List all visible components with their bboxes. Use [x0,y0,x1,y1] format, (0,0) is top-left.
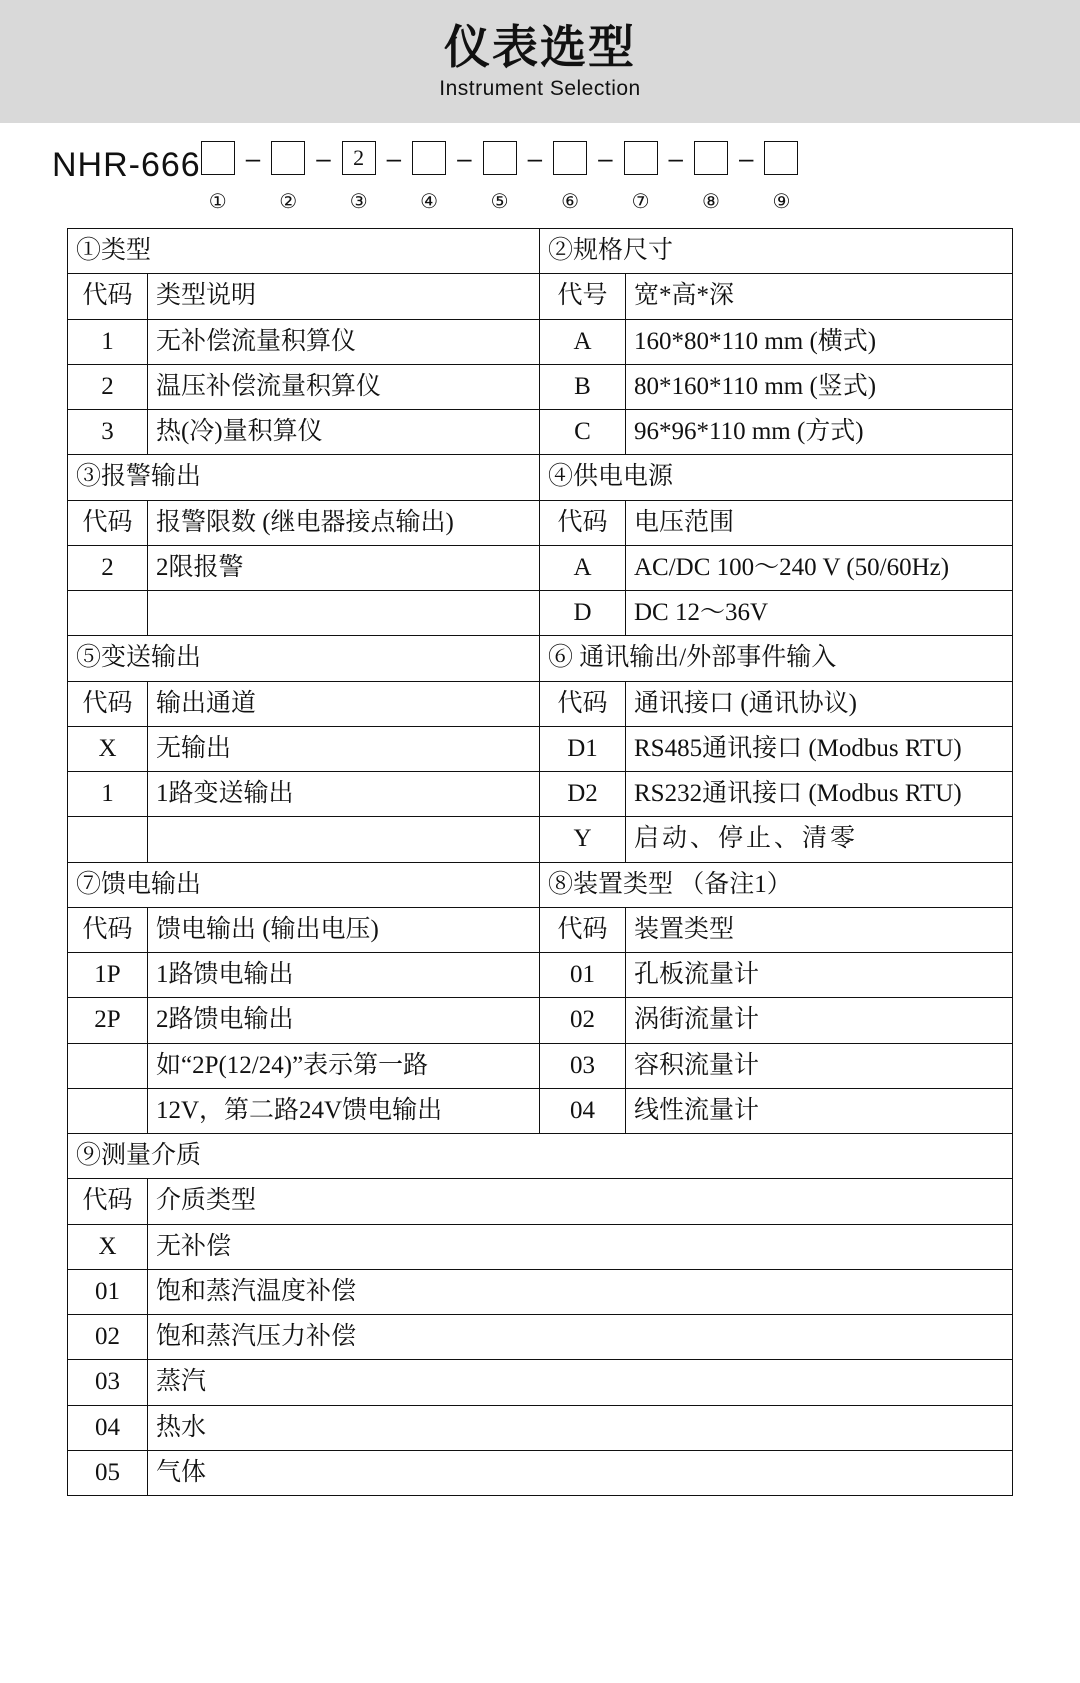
table-row [67,1315,1012,1360]
s1-col1-header: 代码 [67,274,147,319]
separator-4: – [457,143,472,173]
s4-desc: AC/DC 100～240 V (50/60Hz) [626,545,1013,590]
separator-6: – [598,143,613,173]
table-row [67,1088,1012,1133]
s3-code [67,591,147,636]
model-slot-2-index: ② [279,191,298,213]
table-row [67,1043,1012,1088]
s7-col1-header: 代码 [67,907,147,952]
s9-desc: 饱和蒸汽压力补偿 [147,1315,1012,1360]
s3-col2-header: 报警限数 (继电器接点输出) [147,500,539,545]
model-slot-7-box[interactable] [624,141,658,175]
page-subtitle: Instrument Selection [439,76,641,100]
s6-code: D2 [540,772,626,817]
s6-desc: RS232通讯接口 (Modbus RTU) [626,772,1013,817]
s4-col2-header: 电压范围 [626,500,1013,545]
table-row [67,726,1012,771]
table-row [67,500,1012,545]
s6-desc: 启动、停止、清零 [626,817,1013,862]
table-row [67,953,1012,998]
s7-desc: 2路馈电输出 [147,998,539,1043]
s1-desc: 温压补偿流量积算仪 [147,364,539,409]
section-title-8: ⑧装置类型 （备注1） [540,862,1013,907]
section-title-3: ③报警输出 [67,455,539,500]
s6-code: D1 [540,726,626,771]
separator-2: – [316,143,331,173]
s2-desc: 96*96*110 mm (方式) [626,410,1013,455]
s4-col1-header: 代码 [540,500,626,545]
section-title-7: ⑦馈电输出 [67,862,539,907]
s9-desc: 蒸汽 [147,1360,1012,1405]
s5-col2-header: 输出通道 [147,681,539,726]
s6-desc: RS485通讯接口 (Modbus RTU) [626,726,1013,771]
s9-code: 05 [67,1450,147,1495]
table-row [67,591,1012,636]
s3-desc [147,591,539,636]
table-row [67,1179,1012,1224]
model-slots [201,141,799,214]
table-row [67,274,1012,319]
s2-desc: 80*160*110 mm (竖式) [626,364,1013,409]
model-slot-4-index: ④ [420,191,439,213]
section-title-1: ①类型 [67,229,539,274]
separator-5: – [527,143,543,173]
table-row [67,545,1012,590]
s1-col2-header: 类型说明 [147,274,539,319]
s8-desc: 线性流量计 [626,1088,1013,1133]
model-slot-2-box[interactable] [271,141,305,175]
s9-code: 03 [67,1360,147,1405]
model-slot-8[interactable] [694,141,728,214]
s8-code: 01 [540,953,626,998]
model-slot-1[interactable] [201,141,235,214]
table-row [67,772,1012,817]
s9-code: 04 [67,1405,147,1450]
s9-code: 01 [67,1269,147,1314]
section-title-6: ⑥ 通讯输出/外部事件输入 [540,636,1013,681]
s5-code: 1 [67,772,147,817]
s2-desc: 160*80*110 mm (横式) [626,319,1013,364]
model-slot-4-box[interactable] [412,141,446,175]
s7-code: 2P [67,998,147,1043]
s2-code: C [540,410,626,455]
s8-code: 04 [540,1088,626,1133]
table-row [67,1405,1012,1450]
s3-col1-header: 代码 [67,500,147,545]
section-title-5: ⑤变送输出 [67,636,539,681]
separator-8: – [739,143,754,173]
model-slot-3[interactable] [342,141,376,214]
s7-col2-header: 馈电输出 (输出电压) [147,907,539,952]
model-slot-9-box[interactable] [764,141,798,175]
model-slot-5[interactable] [483,141,517,214]
s2-col2-header: 宽*高*深 [626,274,1013,319]
model-slot-5-box[interactable] [483,141,517,175]
s1-desc: 热(冷)量积算仪 [147,410,539,455]
s9-desc: 热水 [147,1405,1012,1450]
separator-1: – [245,143,261,173]
s6-col1-header: 代码 [540,681,626,726]
model-name: NHR-666 [52,146,201,184]
model-slot-7-index: ⑦ [631,191,650,213]
s9-col1-header: 代码 [67,1179,147,1224]
table-row [67,319,1012,364]
table-row [67,410,1012,455]
page-title: 仪表选型 [444,21,636,74]
s1-code: 3 [67,410,147,455]
table-row [67,1450,1012,1495]
model-code-row [0,141,1080,214]
s8-desc: 孔板流量计 [626,953,1013,998]
s8-desc: 涡街流量计 [626,998,1013,1043]
table-row [67,681,1012,726]
s9-col2-header: 介质类型 [147,1179,1012,1224]
model-slot-3-box[interactable]: 2 [342,141,376,175]
table-row [67,1360,1012,1405]
s2-code: A [540,319,626,364]
s5-desc: 无输出 [147,726,539,771]
table-row [67,636,1012,681]
table-row [67,817,1012,862]
selection-table [67,228,1013,1496]
s1-desc: 无补偿流量积算仪 [147,319,539,364]
model-slot-8-index: ⑧ [702,191,720,213]
model-slot-9-index: ⑨ [772,191,791,213]
s7-desc: 12V，第二路24V馈电输出 [147,1088,539,1133]
s2-col1-header: 代号 [540,274,626,319]
s3-code: 2 [67,545,147,590]
s3-desc: 2限报警 [147,545,539,590]
s9-code: X [67,1224,147,1269]
separator-7: – [668,143,683,173]
model-slot-6-index: ⑥ [561,191,580,213]
s5-desc [147,817,539,862]
model-slot-9[interactable] [764,141,798,214]
table-row [67,455,1012,500]
s7-code: 1P [67,953,147,998]
s5-desc: 1路变送输出 [147,772,539,817]
s8-code: 03 [540,1043,626,1088]
model-slot-5-index: ⑤ [490,191,509,213]
table-row [67,229,1012,274]
s7-desc: 如“2P(12/24)”表示第一路 [147,1043,539,1088]
model-slot-2[interactable] [271,141,305,214]
s4-code: D [540,591,626,636]
table-row [67,862,1012,907]
s8-code: 02 [540,998,626,1043]
model-slot-4[interactable] [412,141,446,214]
s9-desc: 饱和蒸汽温度补偿 [147,1269,1012,1314]
s9-code: 02 [67,1315,147,1360]
model-slot-1-index: ① [208,191,227,213]
model-slot-6[interactable] [553,141,587,214]
s8-desc: 容积流量计 [626,1043,1013,1088]
s9-desc: 无补偿 [147,1224,1012,1269]
s1-code: 1 [67,319,147,364]
s1-code: 2 [67,364,147,409]
page-header [0,0,1080,123]
model-slot-7[interactable] [624,141,658,214]
model-slot-3-index: ③ [349,191,368,213]
table-row [67,998,1012,1043]
model-slot-8-box[interactable] [694,141,728,175]
s5-code [67,817,147,862]
table-row [67,907,1012,952]
s6-col2-header: 通讯接口 (通讯协议) [626,681,1013,726]
s2-code: B [540,364,626,409]
s8-col2-header: 装置类型 [626,907,1013,952]
table-row [67,364,1012,409]
s8-col1-header: 代码 [540,907,626,952]
section-title-4: ④供电电源 [540,455,1013,500]
section-title-9: ⑨测量介质 [67,1134,1012,1179]
s7-code [67,1043,147,1088]
model-slot-1-box[interactable] [201,141,235,175]
s5-col1-header: 代码 [67,681,147,726]
s7-desc: 1路馈电输出 [147,953,539,998]
table-row [67,1224,1012,1269]
s6-code: Y [540,817,626,862]
separator-3: – [386,143,402,173]
s4-desc: DC 12～36V [626,591,1013,636]
s4-code: A [540,545,626,590]
table-row [67,1269,1012,1314]
s9-desc: 气体 [147,1450,1012,1495]
section-title-2: ②规格尺寸 [540,229,1013,274]
s7-code [67,1088,147,1133]
table-row [67,1134,1012,1179]
s5-code: X [67,726,147,771]
model-slot-6-box[interactable] [553,141,587,175]
